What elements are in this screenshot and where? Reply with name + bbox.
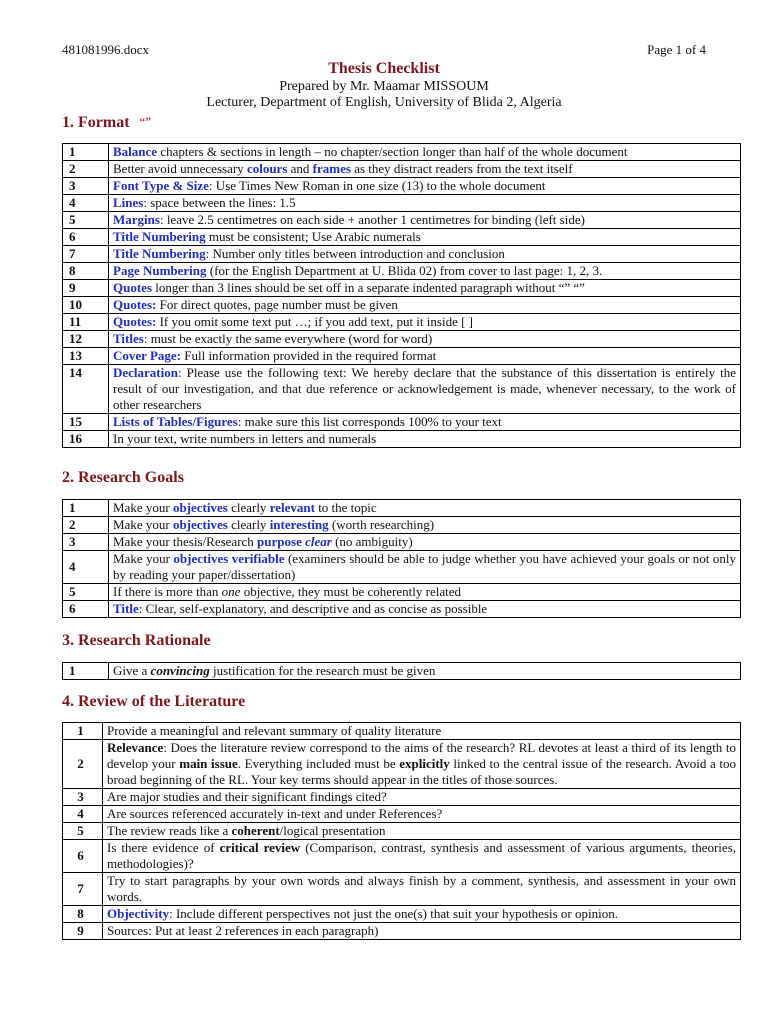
row-number: 12 [63,331,109,348]
table-row [63,414,741,431]
table-row [63,806,741,823]
row-text: Margins: leave 2.5 centimetres on each side + another 1 centimetres for binding (left side) [109,212,741,229]
table-row [63,314,741,331]
table-row [63,663,741,680]
row-text: Titles: must be exactly the same everywhere (word for word) [109,331,741,348]
row-text: Balance chapters & sections in length – no chapter/section longer than half of the whole document [109,144,741,161]
row-text: Font Type & Size: Use Times New Roman in one size (13) to the whole document [109,178,741,195]
table-row [63,229,741,246]
table-row [63,906,741,923]
row-text: Provide a meaningful and relevant summary of quality literature [103,723,741,740]
row-number: 9 [63,280,109,297]
row-text: The review reads like a coherent/logical presentation [103,823,741,840]
table-row [63,840,741,873]
row-text: Make your thesis/Research purpose clear (no ambiguity) [109,534,741,551]
table-row [63,823,741,840]
row-number: 6 [63,840,103,873]
row-number: 13 [63,348,109,365]
row-number: 2 [63,161,109,178]
row-text: Better avoid unnecessary colours and frames as they distract readers from the text itself [109,161,741,178]
row-text: Cover Page: Full information provided in the required format [109,348,741,365]
section-heading-format: 1. Format “” [62,114,152,131]
row-text: Relevance: Does the literature review correspond to the aims of the research? RL devotes at least a third of its length to develop your main issue. Everything included must be explicitly linked to the central issue of the research. Avoid a too broad beginning of the RL. Your key terms should appear in the titles of those sources. [103,740,741,789]
table-row [63,431,741,448]
row-number: 2 [63,517,109,534]
row-number: 8 [63,263,109,280]
row-number: 15 [63,414,109,431]
table-row [63,551,741,584]
affiliation-line: Lecturer, Department of English, University of Blida 2, Algeria [206,95,562,110]
section-heading-research-goals: 2. Research Goals [62,469,184,486]
row-text: Declaration: Please use the following text: We hereby declare that the substance of this dissertation is entirely the result of our investigation, and that due reference or acknowledgement is made, whenever necessary, to the work of other researchers [109,365,741,414]
row-text: Make your objectives verifiable (examiners should be able to judge whether you have achieved your goals or not only by reading your paper/dissertation) [109,551,741,584]
row-number: 1 [63,663,109,680]
page-number: Page 1 of 4 [647,42,706,57]
row-text: Make your objectives clearly interesting (worth researching) [109,517,741,534]
table-row [63,263,741,280]
table-row [63,873,741,906]
table-row [63,534,741,551]
table-row [63,161,741,178]
table-row [63,297,741,314]
row-number: 8 [63,906,103,923]
row-text: Page Numbering (for the English Department at U. Blida 02) from cover to last page: 1, 2, 3. [109,263,741,280]
row-number: 5 [63,823,103,840]
row-text: In your text, write numbers in letters and numerals [109,431,741,448]
row-text: Quotes longer than 3 lines should be set off in a separate indented paragraph without “” “” [109,280,741,297]
table-row [63,789,741,806]
table-row [63,178,741,195]
row-number: 7 [63,246,109,263]
row-number: 1 [63,723,103,740]
research-rationale-table [62,662,741,680]
format-checklist-table [62,143,741,448]
table-row [63,740,741,789]
row-number: 5 [63,584,109,601]
section-heading-review-literature: 4. Review of the Literature [62,693,246,710]
section-heading-research-rationale: 3. Research Rationale [62,632,211,649]
table-row [63,517,741,534]
row-number: 10 [63,297,109,314]
row-text: Title Numbering: Number only titles between introduction and conclusion [109,246,741,263]
row-number: 1 [63,144,109,161]
table-row [63,584,741,601]
filename: 481081996.docx [62,42,150,57]
row-text: Title Numbering must be consistent; Use Arabic numerals [109,229,741,246]
review-literature-table [62,722,741,940]
row-number: 11 [63,314,109,331]
row-text: Sources: Put at least 2 references in each paragraph) [103,923,741,940]
author-line: Prepared by Mr. Maamar MISSOUM [279,79,489,94]
row-text: If there is more than one objective, they must be coherently related [109,584,741,601]
row-text: Give a convincing justification for the research must be given [109,663,741,680]
row-number: 3 [63,178,109,195]
table-row [63,331,741,348]
row-number: 6 [63,229,109,246]
row-number: 3 [63,534,109,551]
table-row [63,246,741,263]
row-number: 16 [63,431,109,448]
table-row [63,348,741,365]
row-number: 4 [63,551,109,584]
row-text: Title: Clear, self-explanatory, and descriptive and as concise as possible [109,601,741,618]
row-text: Lists of Tables/Figures: make sure this list corresponds 100% to your text [109,414,741,431]
row-text: Is there evidence of critical review (Comparison, contrast, synthesis and assessment of various arguments, theories, methodologies)? [103,840,741,873]
table-row [63,923,741,940]
row-text: Quotes: For direct quotes, page number must be given [109,297,741,314]
row-text: Lines: space between the lines: 1.5 [109,195,741,212]
row-number: 9 [63,923,103,940]
row-number: 4 [63,195,109,212]
row-text: Make your objectives clearly relevant to the topic [109,500,741,517]
row-number: 3 [63,789,103,806]
table-row [63,365,741,414]
row-number: 4 [63,806,103,823]
document-title: Thesis Checklist [328,60,440,77]
page-header [62,42,706,58]
table-row [63,500,741,517]
row-number: 14 [63,365,109,414]
row-number: 2 [63,740,103,789]
row-number: 6 [63,601,109,618]
table-row [63,144,741,161]
research-goals-table [62,499,741,618]
row-text: Are major studies and their significant findings cited? [103,789,741,806]
quote-mark: “” [139,114,152,129]
row-text: Are sources referenced accurately in-text and under References? [103,806,741,823]
row-text: Objectivity: Include different perspectives not just the one(s) that suit your hypothesis or opinion. [103,906,741,923]
table-row [63,212,741,229]
table-row [63,601,741,618]
table-row [63,723,741,740]
table-row [63,280,741,297]
row-text: Quotes: If you omit some text put …; if you add text, put it inside [ ] [109,314,741,331]
table-row [63,195,741,212]
row-number: 7 [63,873,103,906]
row-number: 1 [63,500,109,517]
row-text: Try to start paragraphs by your own words and always finish by a comment, synthesis, and assessment in your own words. [103,873,741,906]
row-number: 5 [63,212,109,229]
